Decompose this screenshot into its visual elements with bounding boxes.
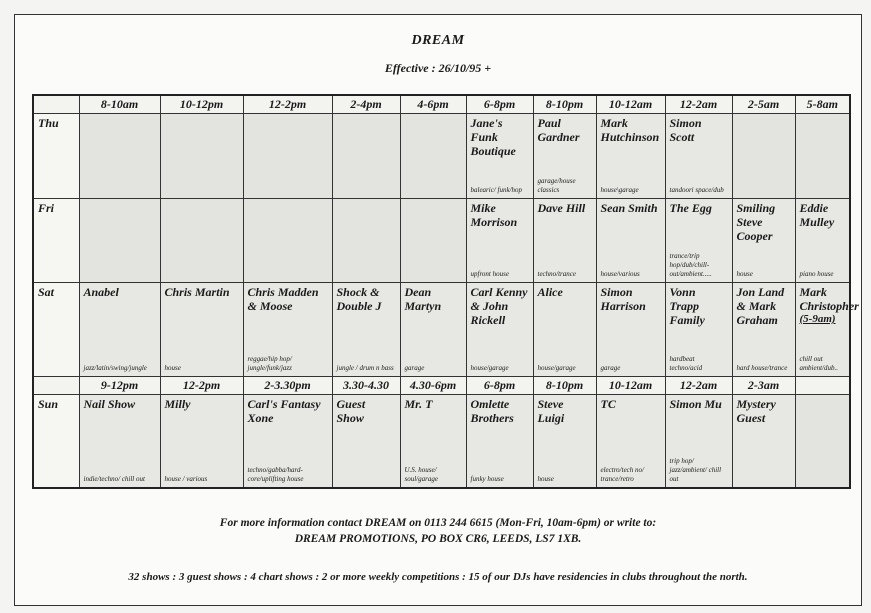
time-header: 5-8am [795,95,850,114]
show-slot [400,395,466,488]
empty-slot [332,199,400,283]
dj-name: Shock & Double J [336,285,382,313]
time-header: 8-10pm [533,377,596,395]
dj-name: Mike Morrison [470,201,518,229]
dj-name: Anabel [83,285,119,299]
time-header: 12-2am [665,377,732,395]
empty-slot [332,114,400,199]
genre-label: trance/trip hop/dub/chill-out/ambient..... [669,252,712,278]
schedule-table [32,94,859,489]
genre-label: hardbeat techno/acid [669,355,703,372]
dj-name: Mark Christopher [799,285,859,313]
genre-label: U.S. house/ soul/garage [404,465,438,483]
corner-cell [33,95,79,114]
empty-slot [732,114,795,199]
genre-label: techno/gabba/hard-core/uplifting house [247,465,304,483]
show-slot [596,283,665,377]
empty-slot [243,114,332,199]
empty-slot [795,114,850,199]
genre-label: house\garage [600,186,639,194]
time-header: 12-2pm [243,95,332,114]
show-slot [160,395,243,488]
dj-name: Steve Luigi [537,397,565,425]
show-slot [596,199,665,283]
time-header: 10-12am [596,95,665,114]
dj-name: Omlette Brothers [470,397,514,425]
schedule-row [33,283,850,377]
empty-slot [160,114,243,199]
genre-label: tandoori space/dub [669,186,724,194]
show-slot [533,283,596,377]
show-slot [533,395,596,488]
dj-name: Chris Martin [164,285,230,299]
dj-name: Dean Martyn [404,285,442,313]
show-slot [665,114,732,199]
show-slot [466,283,533,377]
show-slot [533,114,596,199]
dj-name: Guest Show [336,397,366,425]
show-slot [243,395,332,488]
show-slot [732,199,795,283]
genre-label: reggae/hip hop/ jungle/funk/jazz [247,355,292,372]
genre-label: garage [600,364,621,372]
dj-name: Smiling Steve Cooper [736,201,776,243]
show-slot [160,283,243,377]
time-header: 4.30-6pm [400,377,466,395]
sunday-time-header [33,377,850,395]
show-slot [533,199,596,283]
time-header: 2-3am [732,377,795,395]
corner-cell [33,377,79,395]
page-title: DREAM [411,33,465,48]
time-header: 12-2pm [160,377,243,395]
show-slot [596,114,665,199]
contact-info [15,515,861,547]
dj-name: Simon Mu [669,397,722,411]
empty-slot [400,114,466,199]
show-slot [732,395,795,488]
time-header: 2-5am [732,95,795,114]
dj-name: Nail Show [83,397,136,411]
empty-slot [795,395,850,488]
show-slot [79,395,160,488]
dj-name: The Egg [669,201,712,215]
contact-line: For more information contact DREAM on 0113 244 6615 (Mon-Fri, 10am-6pm) or write to: [219,517,657,529]
genre-label: chill out ambient/dub.. [799,355,838,372]
time-header: 3.30-4.30 [332,377,400,395]
show-slot [243,283,332,377]
time-header: 8-10am [79,95,160,114]
effective-date: Effective : 26/10/95 + [384,61,492,75]
show-slot [795,199,850,283]
day-label: Thu [33,114,79,199]
schedule-row [33,199,850,283]
show-slot [466,199,533,283]
dj-name: Chris Madden & Moose [247,285,319,313]
day-label: Sat [33,283,79,377]
time-header: 9-12pm [79,377,160,395]
day-label: Fri [33,199,79,283]
schedule-sheet [14,14,862,606]
show-slot [466,114,533,199]
show-slot [665,283,732,377]
dj-name: Carl's Fantasy Xone [247,397,321,425]
show-slot [400,283,466,377]
genre-label: house [736,270,753,278]
genre-label: jazz/latin/swing/jungle [83,364,147,372]
schedule-row [33,114,850,199]
genre-label: house [164,364,181,372]
time-note: (5-9am) [799,313,836,325]
time-header: 2-3.30pm [243,377,332,395]
dj-name: Jon Land & Mark Graham [736,285,785,327]
genre-label: garage [404,364,425,372]
show-slot [665,395,732,488]
genre-label: electro/tech no/ trance/retro [600,465,644,483]
show-slot [79,283,160,377]
show-slot [732,283,795,377]
genre-label: house/garage [470,364,509,372]
dj-name: Alice [537,285,563,299]
empty-slot [79,199,160,283]
schedule-row [33,395,850,488]
genre-label: house [537,474,554,483]
day-label: Sun [33,395,79,488]
show-slot [596,395,665,488]
genre-label: garage/house classics [537,177,576,194]
show-slot [332,283,400,377]
time-header: 10-12am [596,377,665,395]
genre-label: hard house/trance [736,364,788,372]
genre-label: trip hop/ jazz/ambient/ chill out [669,456,722,483]
show-slot [795,283,859,377]
time-header: 10-12pm [160,95,243,114]
dj-name: Simon Scott [669,116,702,144]
genre-label: techno/trance [537,270,576,278]
show-slot [332,395,400,488]
dj-name: Paul Gardner [537,116,580,144]
empty-slot [79,114,160,199]
empty-slot [160,199,243,283]
dj-name: Eddie Mulley [799,201,835,229]
genre-label: balearic/ funk/hop [470,186,523,194]
dj-name: TC [600,397,616,411]
time-header [795,377,850,395]
genre-label: piano house [799,270,834,278]
time-header: 4-6pm [400,95,466,114]
dj-name: Jane's Funk Boutique [470,116,516,158]
dj-name: Mark Hutchinson [600,116,660,144]
time-header: 12-2am [665,95,732,114]
time-header: 2-4pm [332,95,400,114]
genre-label: house / various [164,474,208,483]
genre-label: jungle / drum n bass [336,364,394,372]
dj-name: Mystery Guest [736,397,776,425]
stats-line: 32 shows : 3 guest shows : 4 chart shows : 2 or more weekly competitions : 15 of our DJs have residencies in clubs throughout the north. [128,571,748,583]
time-header: 6-8pm [466,377,533,395]
empty-slot [243,199,332,283]
dj-name: Vonn Trapp Family [669,285,705,327]
address-line: DREAM PROMOTIONS, PO BOX CR6, LEEDS, LS7 1XB. [294,533,582,545]
dj-name: Milly [164,397,191,411]
dj-name: Dave Hill [537,201,586,215]
time-header: 8-10pm [533,95,596,114]
genre-label: house/garage [537,364,576,372]
genre-label: house/various [600,270,640,278]
dj-name: Sean Smith [600,201,658,215]
dj-name: Simon Harrison [600,285,646,313]
genre-label: indie/techno/ chill out [83,474,145,483]
show-slot [466,395,533,488]
empty-slot [400,199,466,283]
dj-name: Carl Kenny & John Rickell [470,285,528,327]
genre-label: upfront house [470,270,509,278]
show-slot [665,199,732,283]
dj-name: Mr. T [404,397,433,411]
time-header: 6-8pm [466,95,533,114]
weekday-time-header [33,95,850,114]
genre-label: funky house [470,474,504,483]
